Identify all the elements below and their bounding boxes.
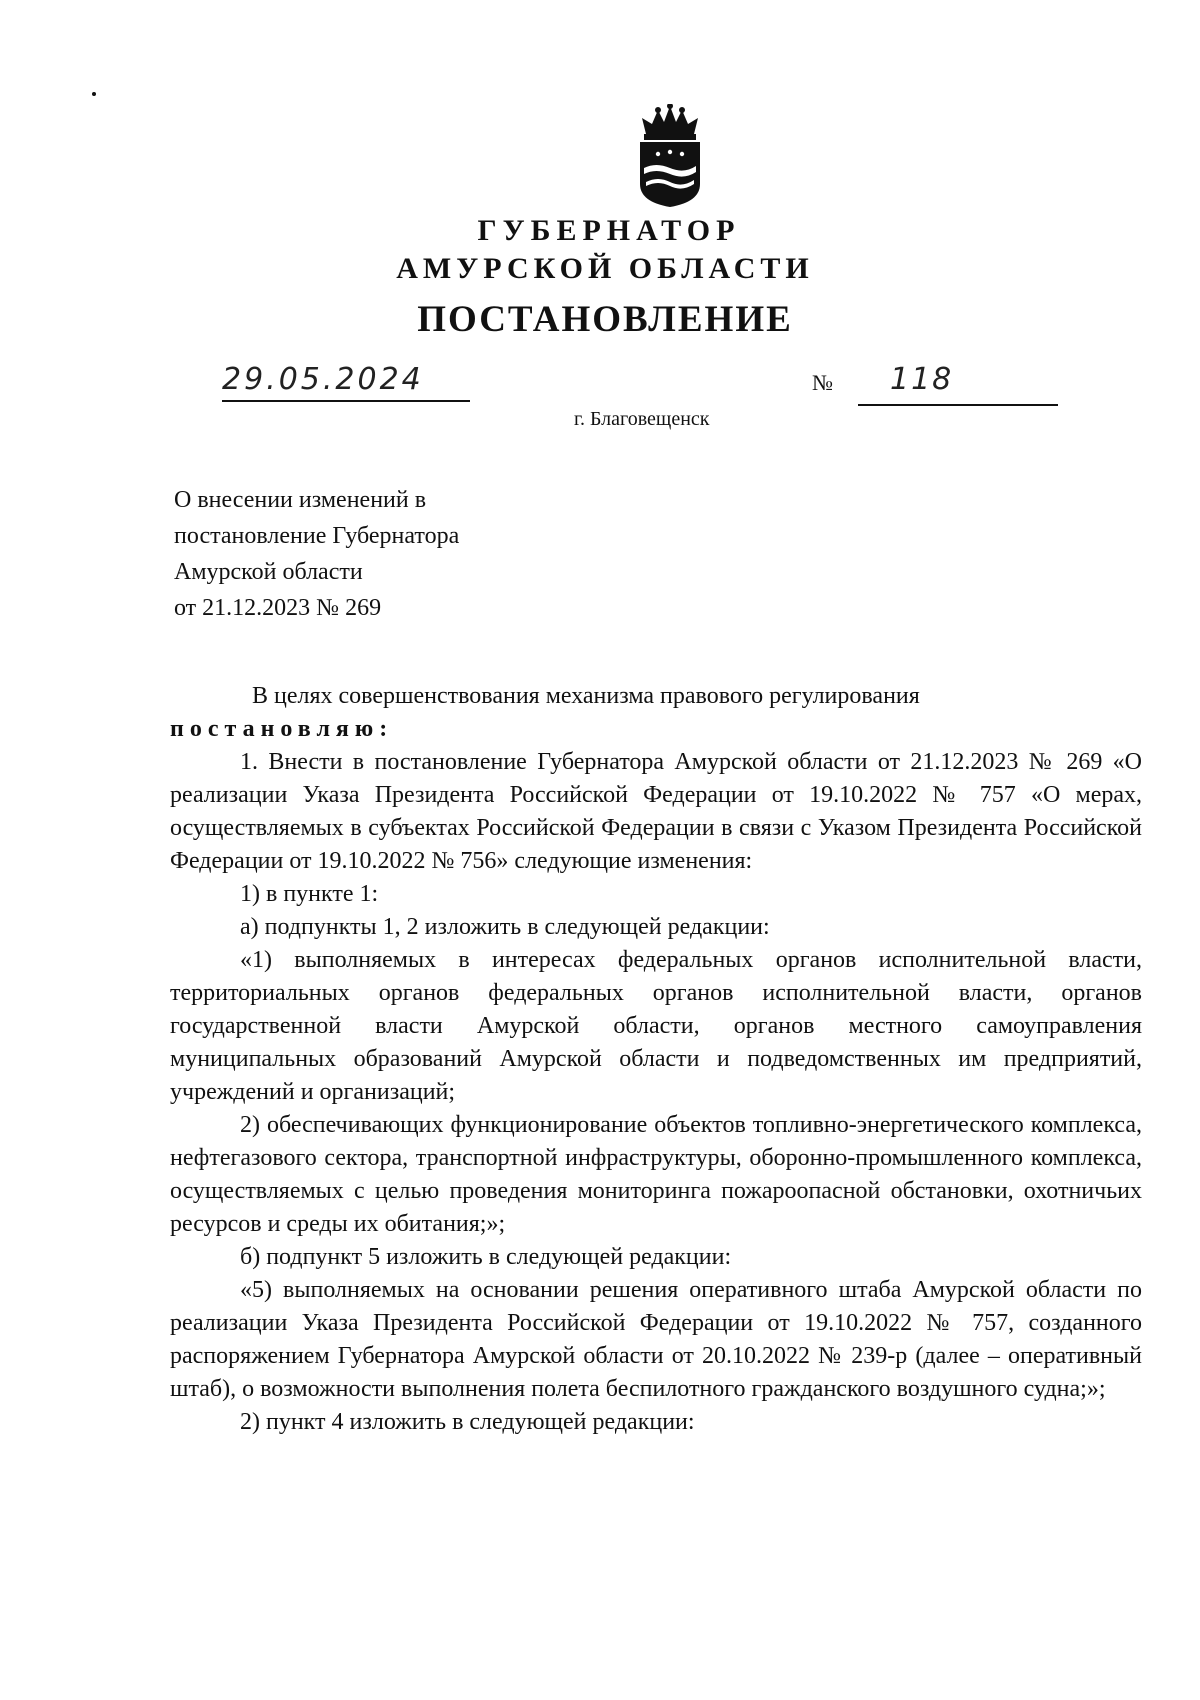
header-title: ГУБЕРНАТОР [477,214,741,247]
document-type: ПОСТАНОВЛЕНИЕ [417,299,793,340]
handwritten-date: 29.05.2024 [222,362,424,397]
header-region: АМУРСКОЙ ОБЛАСТИ [396,252,814,285]
scan-speck [92,92,96,96]
body-paragraph: а) подпункты 1, 2 изложить в следующей редакции: [240,914,770,940]
body-paragraph: б) подпункт 5 изложить в следующей редакции: [240,1244,732,1270]
body-paragraph: «1) выполняемых в интересах федеральных органов исполнительной власти, территориальных органов федеральных органов исполнительной власти, органов государственной власти Амурской области, органов местного самоуправления муниципальных образований Амурской области и подведомственных им предприятий, учреждений и организаций; [170,947,1142,1105]
body-paragraph: 2) обеспечивающих функционирование объектов топливно-энергетического комплекса, нефтегазового сектора, транспортной инфраструктуры, оборонно-промышленного комплекса, осуществляемых с целью проведения мониторинга пожароопасной обстановки, охотничьих ресурсов и среды их обитания;»; [170,1112,1142,1237]
subject-line: от 21.12.2023 № 269 [174,595,382,621]
body-paragraph: 1) в пункте 1: [240,881,379,907]
document-subject [174,482,459,626]
number-label: № [812,370,833,395]
number-underline [858,404,1058,406]
city-label: г. Благовещенск [574,408,710,430]
preamble-paragraph: В целях совершенствования механизма правового регулирования [252,683,920,709]
body-paragraph: 1. Внести в постановление Губернатора Амурской области от 21.12.2023 № 269 «О реализации Указа Президента Российской Федерации от 19.10.2022 № 757 «О мерах, осуществляемых в субъектах Российской Федерации в связи с Указом Президента Российской Федерации от 19.10.2022 № 756» следующие изменения: [170,749,1142,874]
date-underline [222,400,470,402]
subject-line: Амурской области [174,559,363,585]
decree-word: постановляю: [170,716,394,742]
subject-line: О внесении изменений в [174,487,427,513]
coat-of-arms-icon [632,104,708,208]
document-body [170,680,1142,1439]
body-paragraph: 2) пункт 4 изложить в следующей редакции: [240,1409,695,1435]
subject-line: постановление Губернатора [174,523,460,549]
body-paragraph: «5) выполняемых на основании решения оперативного штаба Амурской области по реализации Указа Президента Российской Федерации от 19.10.2022 № 757, созданного распоряжением Губернатора Амурской области от 20.10.2022 № 239-р (далее – оперативный штаб), о возможности выполнения полета беспилотного гражданского воздушного судна;»; [170,1277,1142,1402]
handwritten-number: 118 [890,362,954,397]
